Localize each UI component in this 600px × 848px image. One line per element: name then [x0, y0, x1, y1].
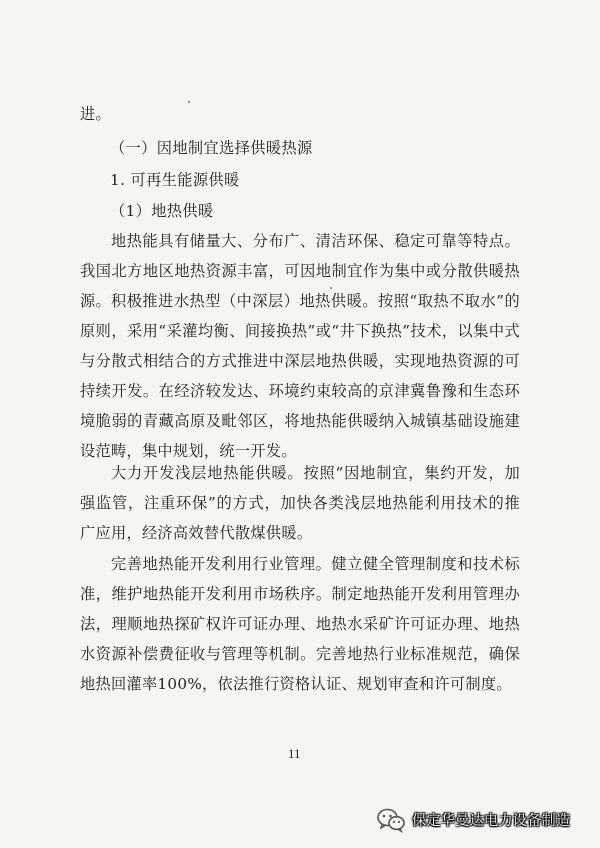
- scan-speck: [188, 101, 190, 103]
- page-number: 11: [288, 746, 301, 761]
- continuation-text: 进。: [80, 105, 112, 123]
- watermark-text: 保定华曼达电力设备制造: [412, 813, 571, 829]
- wechat-icon: [376, 807, 406, 833]
- paragraph-shallow-geothermal: 大力开发浅层地热能供暖。按照“因地制宜，集约开发，加强监管，注重环保”的方式，加快各类浅层地热能利用技术的推广应用，经济高效替代散煤供暖。: [80, 464, 520, 542]
- paragraph-geothermal-intro: 地热能具有储量大、分布广、清洁环保、稳定可靠等特点。我国北方地区地热资源丰富，可因地制宜作为集中或分散供暖热源。: [80, 232, 520, 310]
- subsubsection-heading: （1）地热供暖: [110, 202, 214, 220]
- watermark: [376, 806, 570, 834]
- paragraph-hydrothermal: 积极推进水热型（中深层）地热供暖。按照“取热不取水”的原则，采用“采灌均衡、间接换热”或“井下换热”技术，以集中式与分散式相结合的方式推进中深层地热供暖，实现地热资源的可持续开发。在经济较发达、环境约束较高的京津冀鲁豫和生态环境脆弱的青藏高原及毗邻区，将地热能供暖纳入城镇基础设施建设范畴，集中规划，统一开发。: [80, 292, 520, 460]
- section-heading: （一）因地制宜选择供暖热源: [110, 139, 313, 157]
- paragraph-industry-management: 完善地热能开发利用行业管理。健立健全管理制度和技术标准，维护地热能开发利用市场秩序。制定地热能开发利用管理办法，理顺地热探矿权许可证办理、地热水采矿许可证办理、地热水资源补偿费征收与管理等机制。完善地热行业标准规范，确保地热回灌率100%，依法推行资格认证、规划审查和许可制度。: [80, 555, 520, 693]
- subsection-heading: 1. 可再生能源供暖: [110, 171, 240, 189]
